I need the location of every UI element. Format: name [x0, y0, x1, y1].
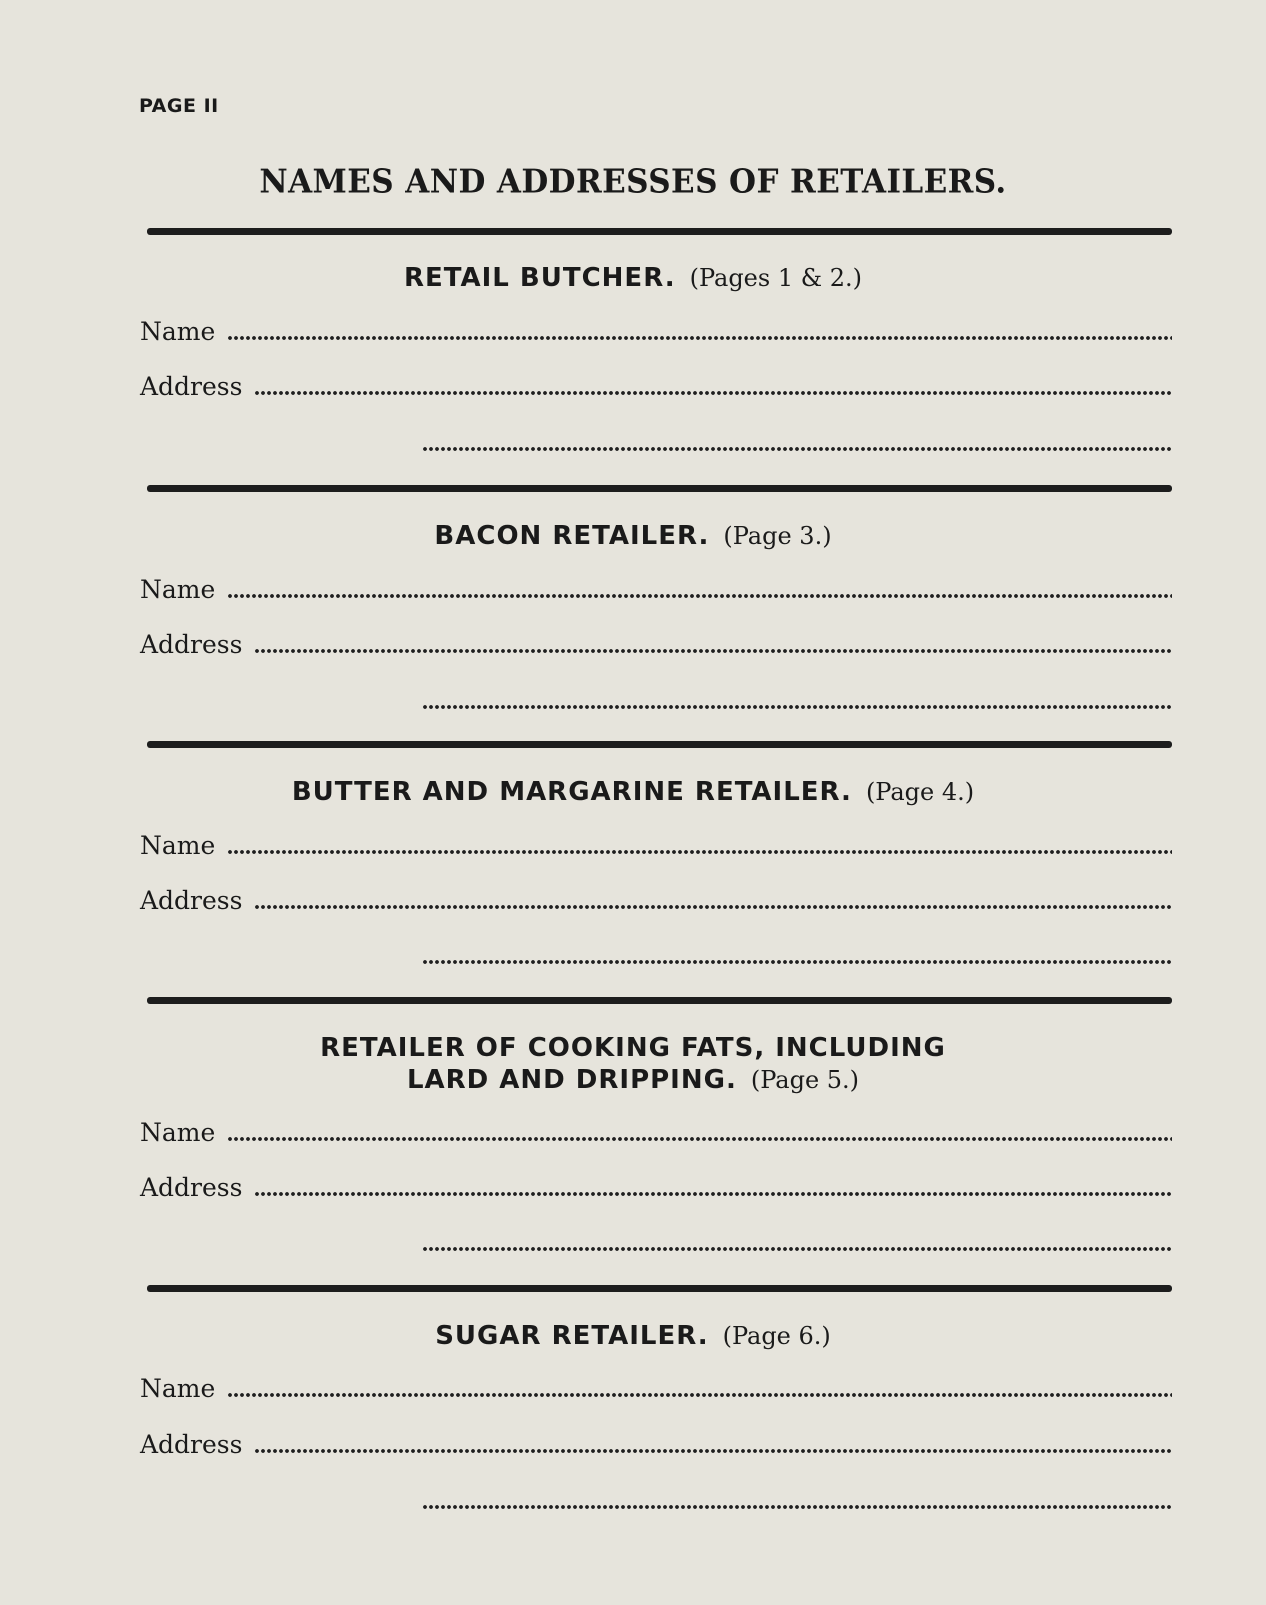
section-pages: (Pages 1 & 2.) [689, 264, 862, 292]
name-label: Name [140, 1374, 216, 1403]
dotted-line[interactable] [254, 648, 1172, 654]
name-field[interactable] [140, 831, 1172, 861]
dotted-line[interactable] [422, 1246, 1172, 1252]
divider-rule [147, 228, 1172, 235]
section-cooking-fats-retailer [0, 1032, 1266, 1096]
section-butter-margarine-retailer [0, 776, 1266, 808]
address-label: Address [140, 1430, 243, 1459]
address-label: Address [140, 630, 243, 659]
name-label: Name [140, 575, 216, 604]
section-sugar-retailer [0, 1320, 1266, 1352]
address-continuation-field[interactable] [422, 941, 1172, 971]
page-label: PAGE II [139, 95, 219, 117]
dotted-line[interactable] [254, 1191, 1172, 1197]
section-retail-butcher [0, 262, 1266, 294]
address-label: Address [140, 886, 243, 915]
dotted-line[interactable] [422, 1504, 1172, 1510]
section-title-text: BUTTER AND MARGARINE RETAILER. [291, 777, 852, 807]
address-field[interactable] [140, 886, 1172, 916]
address-field[interactable] [140, 372, 1172, 402]
divider-rule [147, 997, 1172, 1004]
address-field[interactable] [140, 1430, 1172, 1460]
section-title-line2: LARD AND DRIPPING. [406, 1065, 737, 1095]
dotted-line[interactable] [227, 1136, 1172, 1142]
address-field[interactable] [140, 630, 1172, 660]
section-title-text: BACON RETAILER. [434, 521, 710, 551]
address-continuation-field[interactable] [422, 428, 1172, 458]
section-title [0, 1320, 1266, 1352]
section-bacon-retailer [0, 520, 1266, 552]
name-field[interactable] [140, 575, 1172, 605]
divider-rule [147, 1285, 1172, 1292]
section-pages: (Page 4.) [865, 778, 975, 806]
address-continuation-field[interactable] [422, 1486, 1172, 1516]
dotted-line[interactable] [422, 704, 1172, 710]
dotted-line[interactable] [227, 593, 1172, 599]
dotted-line[interactable] [254, 1448, 1172, 1454]
address-label: Address [140, 1173, 243, 1202]
address-field[interactable] [140, 1173, 1172, 1203]
dotted-line[interactable] [422, 446, 1172, 452]
address-continuation-field[interactable] [422, 686, 1172, 716]
name-label: Name [140, 831, 216, 860]
dotted-line[interactable] [227, 335, 1172, 341]
section-title [0, 520, 1266, 552]
address-continuation-field[interactable] [422, 1228, 1172, 1258]
section-pages: (Page 6.) [722, 1322, 831, 1350]
divider-rule [147, 741, 1172, 748]
dotted-line[interactable] [227, 1392, 1172, 1398]
section-title-text: RETAILER OF COOKING FATS, INCLUDING [320, 1033, 946, 1063]
dotted-line[interactable] [422, 959, 1172, 965]
name-field[interactable] [140, 1118, 1172, 1148]
page-title: NAMES AND ADDRESSES OF RETAILERS. [259, 163, 1007, 201]
name-field[interactable] [140, 1374, 1172, 1404]
dotted-line[interactable] [254, 904, 1172, 910]
name-label: Name [140, 317, 216, 346]
section-title [0, 776, 1266, 808]
name-field[interactable] [140, 317, 1172, 347]
divider-rule [147, 485, 1172, 492]
section-pages: (Page 3.) [723, 522, 832, 550]
section-title [0, 262, 1266, 294]
address-label: Address [140, 372, 243, 401]
section-title [0, 1032, 1266, 1096]
section-title-text: RETAIL BUTCHER. [404, 263, 676, 293]
section-pages: (Page 5.) [750, 1066, 860, 1094]
name-label: Name [140, 1118, 216, 1147]
section-title-text: SUGAR RETAILER. [435, 1321, 709, 1351]
dotted-line[interactable] [254, 390, 1172, 396]
dotted-line[interactable] [227, 849, 1172, 855]
